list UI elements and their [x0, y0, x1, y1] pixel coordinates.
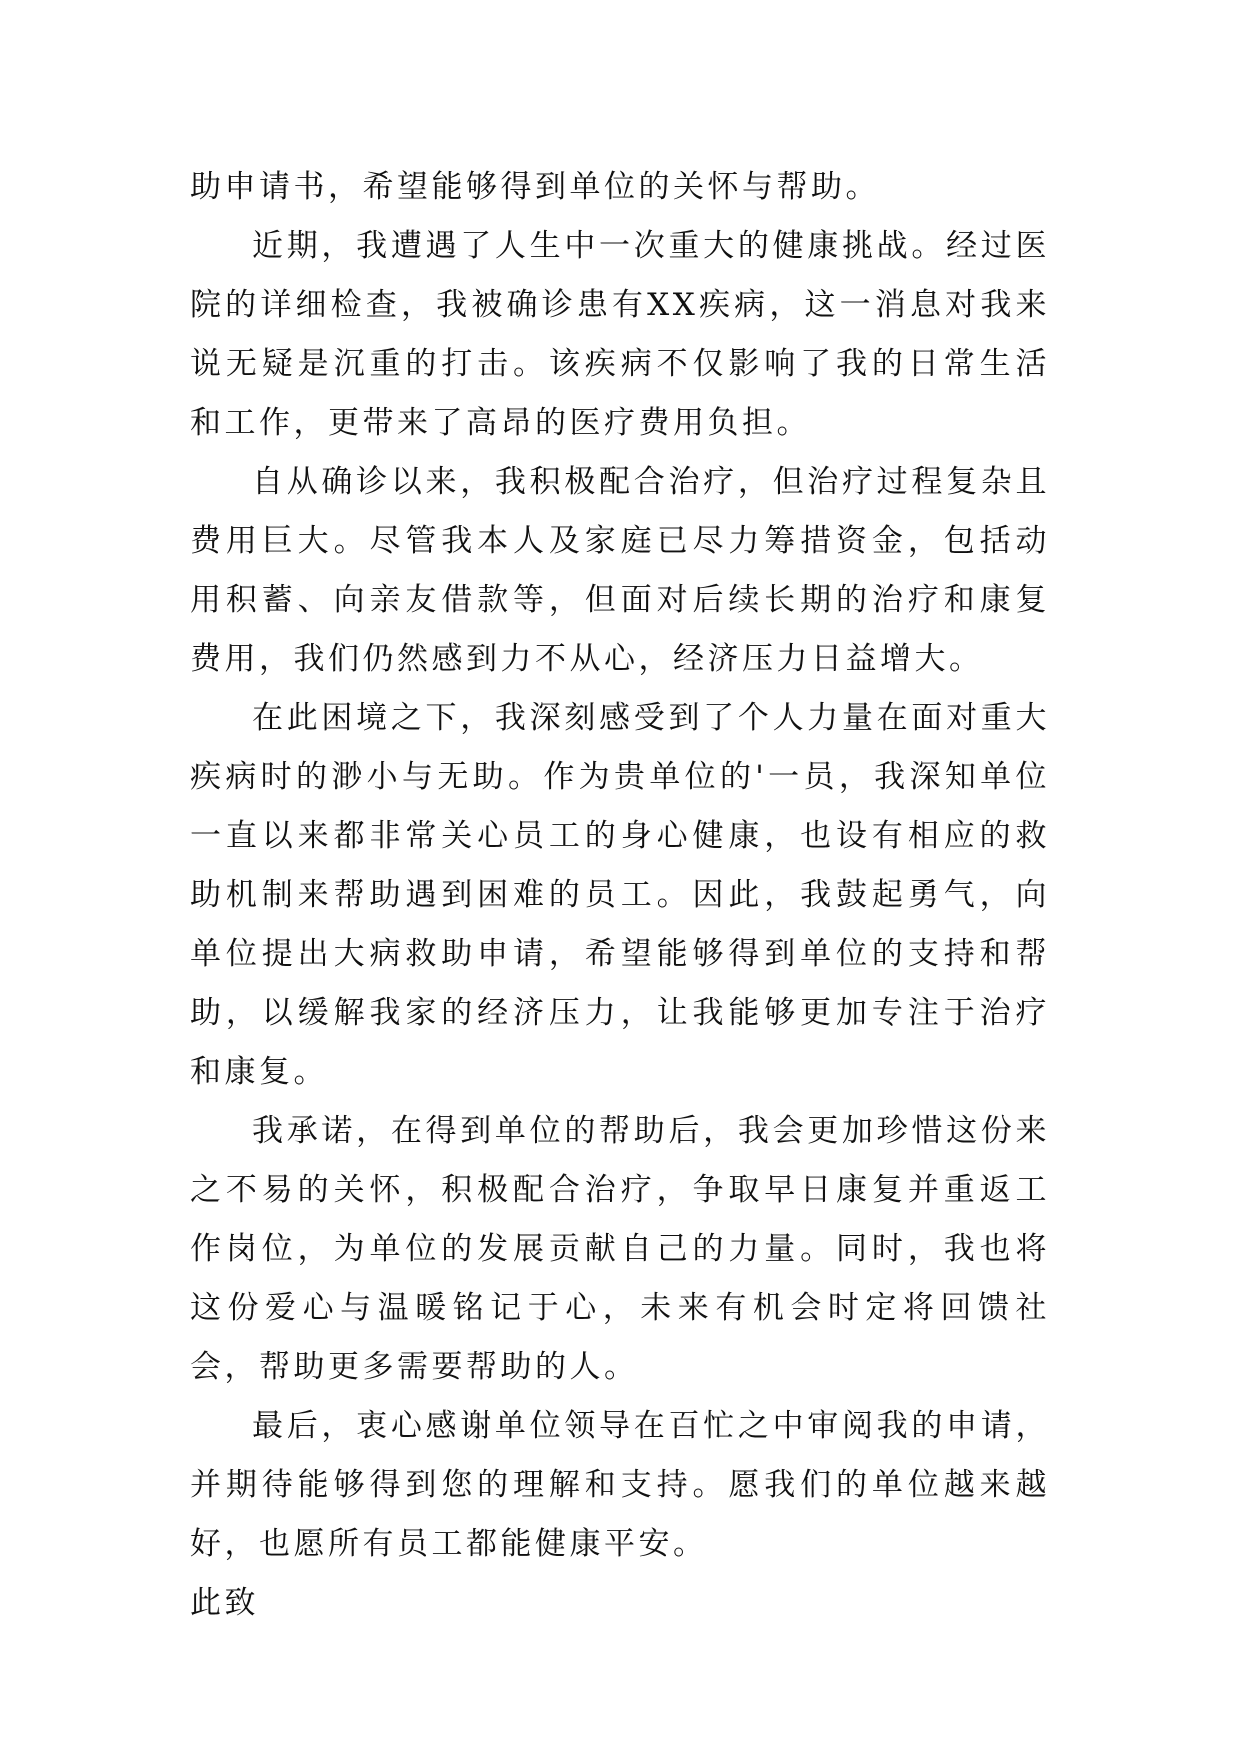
paragraph-request: 在此困境之下，我深刻感受到了个人力量在面对重大疾病时的渺小与无助。作为贵单位的'一员，我深知单位一直以来都非常关心员工的身心健康，也设有相应的救助机制来帮助遇到困难的员工。因此，我鼓起勇气，向单位提出大病救助申请，希望能够得到单位的支持和帮助，以缓解我家的经济压力，让我能够更加专注于治疗和康复。: [190, 700, 1050, 1090]
paragraph-financial-burden: 自从确诊以来，我积极配合治疗，但治疗过程复杂且费用巨大。尽管我本人及家庭已尽力筹措资金，包括动用积蓄、向亲友借款等，但面对后续长期的治疗和康复费用，我们仍然感到力不从心，经济压力日益增大。: [190, 464, 1050, 677]
paragraph-diagnosis: 近期，我遭遇了人生中一次重大的健康挑战。经过医院的详细检查，我被确诊患有XX疾病，这一消息对我来说无疑是沉重的打击。该疾病不仅影响了我的日常生活和工作，更带来了高昂的医疗费用负担。: [190, 228, 1050, 441]
paragraph-commitment: 我承诺，在得到单位的帮助后，我会更加珍惜这份来之不易的关怀，积极配合治疗，争取早日康复并重返工作岗位，为单位的发展贡献自己的力量。同时，我也将这份爱心与温暖铭记于心，未来有机会时定将回馈社会，帮助更多需要帮助的人。: [190, 1113, 1050, 1385]
paragraph-continuation: 助申请书，希望能够得到单位的关怀与帮助。: [190, 169, 880, 205]
closing-salutation: 此致: [190, 1585, 259, 1621]
letter-body: [190, 158, 1050, 1633]
paragraph-closing-thanks: 最后，衷心感谢单位领导在百忙之中审阅我的申请，并期待能够得到您的理解和支持。愿我们的单位越来越好，也愿所有员工都能健康平安。: [190, 1408, 1050, 1562]
